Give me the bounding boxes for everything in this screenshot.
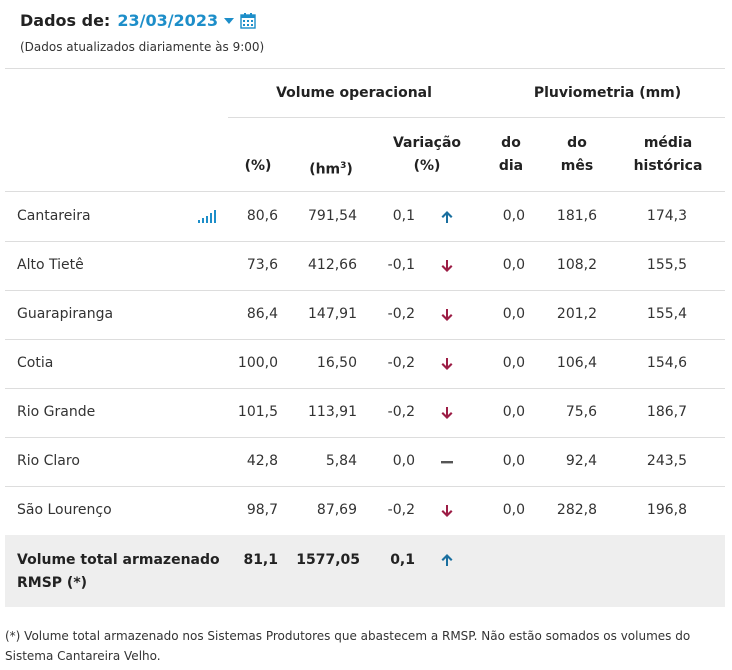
table-row (5, 437, 725, 487)
footnote: (*) Volume total armazenado nos Sistemas Produtores que abastecem a RMSP. Não estão somados os volumes do Sistema Cantareira Velho. (5, 629, 691, 663)
cell-pct: 86,4 (246, 306, 278, 322)
group-header-volume: Volume operacional (276, 85, 432, 101)
cell-do-dia: 0,0 (502, 453, 525, 469)
cell-media-historica: 196,8 (646, 502, 687, 518)
reservoir-name: Rio Claro (17, 453, 80, 469)
table-row (5, 388, 725, 438)
cell-hm3: 87,69 (316, 502, 357, 518)
divider (5, 68, 725, 69)
divider (228, 117, 725, 118)
reservoir-name: Rio Grande (17, 404, 96, 420)
cell-do-dia: 0,0 (502, 355, 525, 371)
cell-do-dia: 0,0 (502, 208, 525, 224)
cell-hm3: 16,50 (316, 355, 357, 371)
cell-hm3: 5,84 (325, 453, 357, 469)
calendar-icon[interactable] (240, 12, 256, 29)
arrow-up-icon (439, 209, 455, 225)
cell-media-historica: 243,5 (646, 453, 687, 469)
arrow-down-icon (439, 356, 455, 372)
cell-do-mes: 108,2 (556, 257, 597, 273)
cell-do-dia: 0,0 (502, 306, 525, 322)
column-header-variacao: Variação (%) (392, 135, 462, 174)
arrow-down-icon (439, 307, 455, 323)
cell-variacao: -0,2 (387, 404, 415, 420)
cell-pct: 80,6 (246, 208, 278, 224)
update-note: (Dados atualizados diariamente às 9:00) (20, 40, 265, 54)
cell-pct: 101,5 (237, 404, 278, 420)
table-row (5, 486, 725, 536)
cell-hm3: 412,66 (308, 257, 357, 273)
cell-media-historica: 155,4 (646, 306, 687, 322)
cell-variacao: -0,2 (387, 306, 415, 322)
cell-do-mes: 181,6 (556, 208, 597, 224)
reservoir-name: Cotia (17, 355, 54, 371)
cell-media-historica: 155,5 (646, 257, 687, 273)
cell-pct: 73,6 (246, 257, 278, 273)
arrow-down-icon (439, 258, 455, 274)
cell-do-mes: 106,4 (556, 355, 597, 371)
total-variacao: 0,1 (390, 552, 415, 568)
chart-bars-icon[interactable] (198, 210, 216, 223)
cell-do-mes: 75,6 (565, 404, 597, 420)
date-selector-row (20, 8, 264, 32)
arrow-down-icon (439, 503, 455, 519)
total-row (5, 535, 725, 607)
cell-hm3: 147,91 (308, 306, 357, 322)
cell-media-historica: 154,6 (646, 355, 687, 371)
table-row (5, 241, 725, 291)
dash-icon (439, 454, 455, 470)
cell-do-mes: 282,8 (556, 502, 597, 518)
cell-media-historica: 174,3 (646, 208, 687, 224)
column-header-pct: (%) (244, 158, 272, 174)
cell-do-mes: 201,2 (556, 306, 597, 322)
reservoir-name: Guarapiranga (17, 306, 114, 322)
cell-pct: 100,0 (237, 355, 278, 371)
table-row (5, 339, 725, 389)
cell-hm3: 791,54 (308, 208, 357, 224)
cell-do-dia: 0,0 (502, 502, 525, 518)
total-hm3: 1577,05 (296, 552, 360, 568)
cell-do-dia: 0,0 (502, 404, 525, 420)
column-header-hm3: $(hm^3)$ (309, 161, 353, 178)
date-label: Dados de: (20, 10, 111, 30)
group-header-pluviometria: Pluviometria (mm) (533, 85, 682, 101)
cell-pct: 42,8 (246, 453, 278, 469)
reservoir-name: São Lourenço (17, 502, 112, 518)
table-row (5, 290, 725, 340)
column-header-media-historica: média histórica (633, 135, 703, 174)
header (20, 8, 264, 54)
cell-variacao: -0,1 (387, 257, 415, 273)
cell-hm3: 113,91 (308, 404, 357, 420)
column-header-do-dia: do dia (498, 135, 524, 174)
arrow-up-icon (439, 552, 455, 568)
chevron-down-icon[interactable] (224, 18, 234, 24)
cell-do-mes: 92,4 (565, 453, 597, 469)
arrow-down-icon (439, 405, 455, 421)
cell-variacao: 0,0 (392, 453, 415, 469)
cell-variacao: -0,2 (387, 355, 415, 371)
column-header-do-mes: do mês (560, 135, 594, 174)
total-label: Volume total armazenado RMSP (*) (17, 552, 220, 591)
table-row (5, 192, 725, 242)
cell-variacao: -0,2 (387, 502, 415, 518)
reservoir-name: Cantareira (17, 208, 91, 224)
cell-do-dia: 0,0 (502, 257, 525, 273)
cell-media-historica: 186,7 (646, 404, 687, 420)
cell-pct: 98,7 (246, 502, 278, 518)
reservoir-name: Alto Tietê (17, 257, 84, 273)
total-pct: 81,1 (243, 552, 278, 568)
date-link[interactable]: 23/03/2023 (117, 10, 219, 30)
cell-variacao: 0,1 (392, 208, 415, 224)
